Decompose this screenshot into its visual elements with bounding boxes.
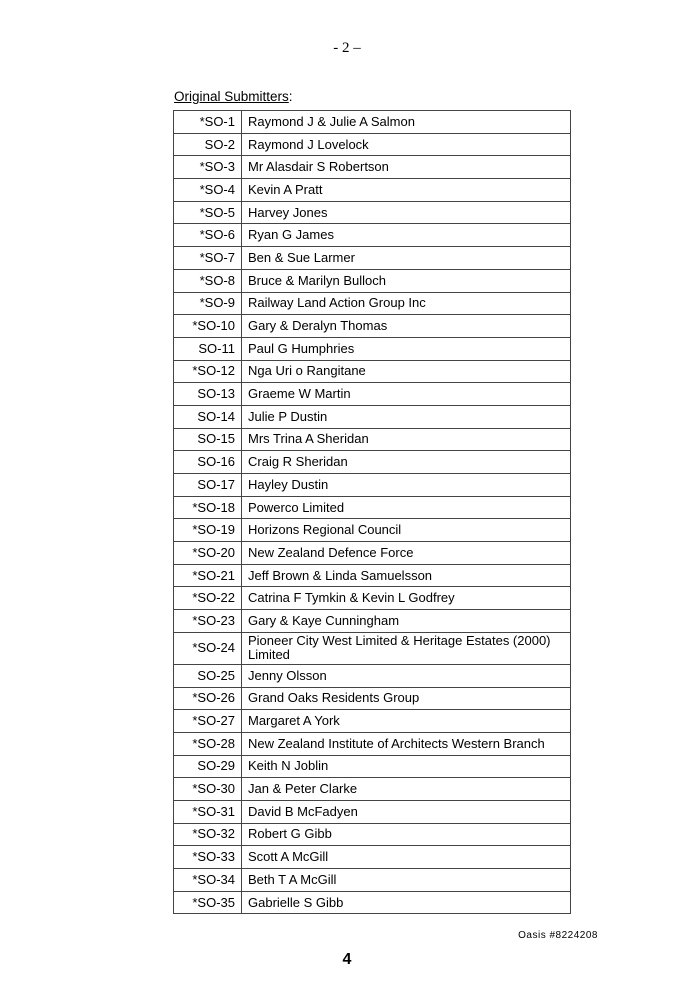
- submitter-name: Margaret A York: [242, 710, 571, 733]
- submitter-name: New Zealand Institute of Architects Western Branch: [242, 732, 571, 755]
- submitter-name: Grand Oaks Residents Group: [242, 687, 571, 710]
- table-row: [174, 337, 571, 360]
- submitter-code: *SO-12: [174, 360, 242, 383]
- submitter-code: *SO-28: [174, 732, 242, 755]
- submitter-code: *SO-32: [174, 823, 242, 846]
- submitter-code: *SO-20: [174, 542, 242, 565]
- table-row: [174, 542, 571, 565]
- submitter-name: David B McFadyen: [242, 800, 571, 823]
- submitter-name: Jeff Brown & Linda Samuelsson: [242, 564, 571, 587]
- submitter-name: Graeme W Martin: [242, 383, 571, 406]
- table-row: [174, 269, 571, 292]
- submitter-name: Julie P Dustin: [242, 405, 571, 428]
- table-row: [174, 428, 571, 451]
- table-row: [174, 755, 571, 778]
- table-row: [174, 732, 571, 755]
- table-row: [174, 610, 571, 633]
- table-row: [174, 800, 571, 823]
- submitter-name: Nga Uri o Rangitane: [242, 360, 571, 383]
- submitter-name: Horizons Regional Council: [242, 519, 571, 542]
- submitter-code: SO-17: [174, 474, 242, 497]
- submitter-code: *SO-33: [174, 846, 242, 869]
- table-row: [174, 247, 571, 270]
- submitter-code: SO-11: [174, 337, 242, 360]
- submitter-code: SO-16: [174, 451, 242, 474]
- table-row: [174, 451, 571, 474]
- submitter-code: *SO-23: [174, 610, 242, 633]
- table-row: [174, 587, 571, 610]
- submitter-code: SO-25: [174, 664, 242, 687]
- table-row: [174, 846, 571, 869]
- table-row: [174, 315, 571, 338]
- table-row: [174, 564, 571, 587]
- submitter-code: *SO-5: [174, 201, 242, 224]
- table-row: [174, 687, 571, 710]
- document-reference: Oasis #8224208: [518, 930, 598, 941]
- submitters-table: [173, 110, 571, 914]
- submitter-code: *SO-7: [174, 247, 242, 270]
- submitter-name: Kevin A Pratt: [242, 179, 571, 202]
- submitter-name: Scott A McGill: [242, 846, 571, 869]
- submitter-name: Ryan G James: [242, 224, 571, 247]
- submitter-name: Ben & Sue Larmer: [242, 247, 571, 270]
- table-row: [174, 405, 571, 428]
- submitter-code: *SO-18: [174, 496, 242, 519]
- submitter-name: Gary & Deralyn Thomas: [242, 315, 571, 338]
- submitter-name: Powerco Limited: [242, 496, 571, 519]
- submitter-name: Catrina F Tymkin & Kevin L Godfrey: [242, 587, 571, 610]
- submitter-name: Mr Alasdair S Robertson: [242, 156, 571, 179]
- submitter-code: *SO-9: [174, 292, 242, 315]
- submitter-code: *SO-10: [174, 315, 242, 338]
- submitter-code: *SO-26: [174, 687, 242, 710]
- table-row: [174, 360, 571, 383]
- table-row: [174, 519, 571, 542]
- table-row: [174, 201, 571, 224]
- submitter-code: SO-15: [174, 428, 242, 451]
- submitter-code: *SO-30: [174, 778, 242, 801]
- table-row: [174, 778, 571, 801]
- submitter-name: New Zealand Defence Force: [242, 542, 571, 565]
- submitter-name: Craig R Sheridan: [242, 451, 571, 474]
- submitter-code: SO-29: [174, 755, 242, 778]
- submitter-name: Hayley Dustin: [242, 474, 571, 497]
- submitter-name: Gary & Kaye Cunningham: [242, 610, 571, 633]
- submitter-code: *SO-22: [174, 587, 242, 610]
- submitter-code: SO-2: [174, 133, 242, 156]
- submitter-code: *SO-19: [174, 519, 242, 542]
- table-row: [174, 710, 571, 733]
- submitter-name: Raymond J Lovelock: [242, 133, 571, 156]
- submitter-code: *SO-1: [174, 111, 242, 134]
- section-heading-text: Original Submitters: [174, 89, 289, 104]
- page-header-number: - 2 –: [333, 40, 361, 56]
- submitter-code: *SO-21: [174, 564, 242, 587]
- table-row: [174, 474, 571, 497]
- table-row: [174, 133, 571, 156]
- submitter-code: *SO-35: [174, 891, 242, 914]
- section-heading: [174, 89, 293, 104]
- table-row: [174, 292, 571, 315]
- submitter-name: Jan & Peter Clarke: [242, 778, 571, 801]
- submitter-name: Raymond J & Julie A Salmon: [242, 111, 571, 134]
- table-row: [174, 156, 571, 179]
- page-footer-number: 4: [342, 951, 352, 968]
- submitter-code: *SO-34: [174, 869, 242, 892]
- table-row: [174, 823, 571, 846]
- table-row: [174, 224, 571, 247]
- table-row: [174, 664, 571, 687]
- submitter-code: *SO-27: [174, 710, 242, 733]
- submitter-name: Paul G Humphries: [242, 337, 571, 360]
- submitter-name: Robert G Gibb: [242, 823, 571, 846]
- submitter-code: *SO-3: [174, 156, 242, 179]
- submitter-name: Pioneer City West Limited & Heritage Estates (2000) Limited: [242, 632, 571, 664]
- submitter-code: *SO-4: [174, 179, 242, 202]
- submitter-code: *SO-31: [174, 800, 242, 823]
- submitter-name: Railway Land Action Group Inc: [242, 292, 571, 315]
- table-row: [174, 869, 571, 892]
- submitter-code: *SO-24: [174, 632, 242, 664]
- table-row: [174, 891, 571, 914]
- submitter-code: *SO-6: [174, 224, 242, 247]
- table-row: [174, 111, 571, 134]
- submitter-code: SO-14: [174, 405, 242, 428]
- submitters-table-body: [174, 111, 571, 914]
- submitter-name: Bruce & Marilyn Bulloch: [242, 269, 571, 292]
- submitter-name: Beth T A McGill: [242, 869, 571, 892]
- table-row: [174, 179, 571, 202]
- submitter-code: SO-13: [174, 383, 242, 406]
- submitter-name: Harvey Jones: [242, 201, 571, 224]
- table-row: [174, 383, 571, 406]
- table-row: [174, 632, 571, 664]
- submitter-name: Jenny Olsson: [242, 664, 571, 687]
- submitter-name: Mrs Trina A Sheridan: [242, 428, 571, 451]
- section-heading-colon: :: [288, 89, 293, 104]
- table-row: [174, 496, 571, 519]
- submitter-name: Gabrielle S Gibb: [242, 891, 571, 914]
- submitter-name: Keith N Joblin: [242, 755, 571, 778]
- submitter-code: *SO-8: [174, 269, 242, 292]
